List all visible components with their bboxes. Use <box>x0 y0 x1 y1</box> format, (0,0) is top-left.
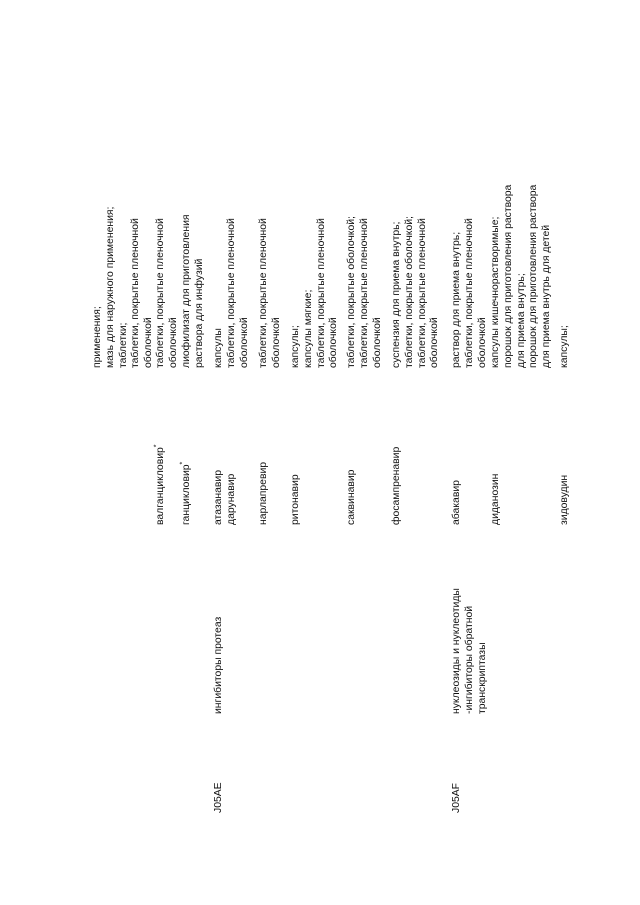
dosage-forms <box>226 218 252 368</box>
dosage-forms <box>490 185 554 368</box>
dosage-forms <box>451 218 489 368</box>
form-line: таблетки, покрытые пленочной <box>155 218 166 368</box>
form-line: таблетки, покрытые пленочной <box>130 218 142 368</box>
form-line: таблетки; <box>117 322 129 368</box>
form-line: таблетки, покрытые оболочкой; <box>403 216 415 368</box>
dosage-forms <box>346 216 384 368</box>
form-line: раствора для инфузий <box>193 258 205 368</box>
drug-name: диданозин <box>490 473 501 525</box>
form-line: оболочкой <box>143 317 155 368</box>
form-line: лиофилизат для приготовления <box>181 214 192 368</box>
drug-name: абакавир <box>451 480 462 525</box>
form-line: таблетки, покрытые оболочкой; <box>346 216 357 368</box>
form-line: для приема внутрь для детей <box>541 224 553 368</box>
form-line: капсулы <box>213 328 224 368</box>
form-line: оболочкой <box>476 317 488 368</box>
drug-name: дарунавир <box>226 473 237 525</box>
drug-name: атазанавир <box>213 469 224 525</box>
form-line: капсулы мягкие; <box>302 289 314 368</box>
drug-name: зидовудин <box>559 474 570 525</box>
form-line: оболочкой <box>270 317 282 368</box>
dosage-forms <box>559 325 572 368</box>
form-line: капсулы; <box>290 325 301 368</box>
dosage-forms <box>258 218 284 368</box>
form-line: таблетки, покрытые пленочной <box>463 218 475 368</box>
dosage-forms <box>391 216 442 368</box>
drug-name: ганцикловир* <box>179 461 192 525</box>
dosage-forms <box>213 328 226 368</box>
form-line: раствор для приема внутрь; <box>451 231 462 368</box>
form-line: капсулы; <box>559 325 570 368</box>
drug-name: нарлапревир <box>258 461 269 525</box>
group-line: нуклеозиды и нуклеотиды <box>451 588 462 714</box>
dosage-forms <box>290 218 341 368</box>
form-line: таблетки, покрытые пленочной <box>416 218 428 368</box>
pharm-group: ингибиторы протеаз <box>213 616 224 714</box>
form-line: для приема внутрь; <box>515 273 527 368</box>
form-line: оболочкой <box>238 317 250 368</box>
dosage-forms <box>181 215 207 369</box>
forms-top <box>92 207 156 368</box>
drug-name: ритонавир <box>290 474 301 525</box>
pharm-group <box>451 588 489 714</box>
form-line: таблетки, покрытые пленочной <box>315 218 327 368</box>
group-line: -ингибиторы обратной <box>463 605 475 714</box>
atc-code: J05AF <box>451 782 462 813</box>
drug-name: фосампренавир <box>391 446 402 525</box>
form-line: мазь для наружного применения; <box>104 206 116 368</box>
drug-name: валганцикловир* <box>153 444 166 525</box>
form-line: капсулы кишечнорастворимые; <box>490 216 501 368</box>
form-line: оболочкой <box>371 317 383 368</box>
drug-name: саквинавир <box>346 469 357 525</box>
form-line: применения; <box>92 306 103 368</box>
form-line: порошок для приготовления раствора <box>502 184 514 368</box>
dosage-forms <box>155 218 181 368</box>
form-line: таблетки, покрытые пленочной <box>258 218 269 368</box>
form-line: порошок для приготовления раствора <box>528 184 540 368</box>
form-line: суспензия для приема внутрь; <box>391 221 402 368</box>
form-line: оболочкой <box>429 317 441 368</box>
group-line: транскриптазы <box>476 642 488 714</box>
form-line: оболочкой <box>328 317 340 368</box>
atc-code: J05AE <box>213 782 224 813</box>
form-line: таблетки, покрытые пленочной <box>226 218 237 368</box>
form-line: оболочкой <box>167 317 179 368</box>
form-line: таблетки, покрытые пленочной <box>358 218 370 368</box>
